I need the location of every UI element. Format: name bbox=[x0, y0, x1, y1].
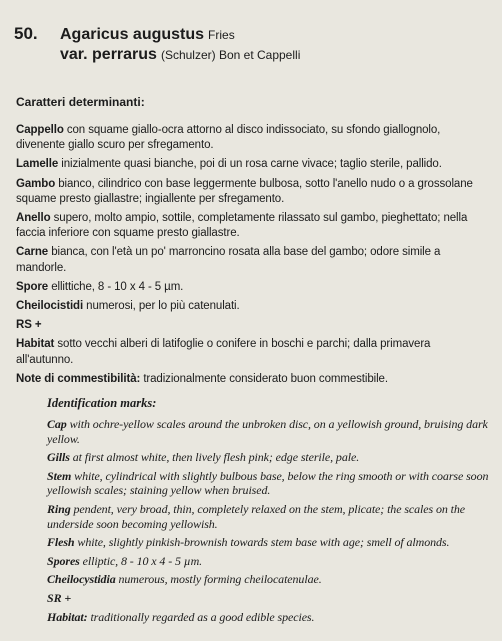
italian-term: Cappello bbox=[16, 124, 64, 136]
english-item-cheilocystidia bbox=[47, 572, 492, 587]
english-term: Flesh bbox=[47, 535, 75, 550]
italian-term: Carne bbox=[16, 246, 49, 259]
italian-item-carne bbox=[16, 245, 490, 275]
entry-number: 50. bbox=[14, 24, 38, 43]
english-term: Cheilocystidia bbox=[47, 572, 116, 587]
english-item-sr bbox=[47, 591, 492, 606]
english-item-gills bbox=[47, 450, 492, 465]
italian-item-rs bbox=[16, 318, 490, 333]
italian-item-gambo bbox=[16, 177, 490, 207]
italian-term: Lamelle bbox=[16, 158, 59, 171]
english-text: white, cylindrical with slightly bulbous base, below the ring smooth or with coarse soon yellowish scales; staining yellow when bruised. bbox=[47, 468, 489, 498]
english-text: elliptic, 8 - 10 x 4 - 5 µm. bbox=[79, 553, 203, 568]
italian-text: bianco, cilindrico con base leggermente bulbosa, sotto l'anello nudo o a grossolane squame presto giallastre; ingiallente per sfregamento. bbox=[16, 177, 473, 205]
english-term: Gills bbox=[47, 450, 70, 465]
english-text: numerous, mostly forming cheilocatenulae. bbox=[115, 572, 322, 587]
english-term: Ring bbox=[47, 501, 71, 516]
italian-text: sotto vecchi alberi di latifoglie o conifere in boschi e parchi; dalla primavera all'autunno. bbox=[16, 338, 431, 366]
italian-item-habitat bbox=[16, 337, 490, 367]
italian-term: RS + bbox=[16, 319, 42, 332]
english-term: Habitat: bbox=[47, 609, 88, 624]
italian-term: Cheilocistidi bbox=[16, 300, 84, 313]
italian-item-spore bbox=[16, 280, 490, 295]
english-text: with ochre-yellow scales around the unbroken disc, on a yellowish ground, bruising dark yellow. bbox=[47, 417, 488, 446]
italian-text: tradizionalmente considerato buon commestibile. bbox=[140, 372, 388, 385]
italian-text: supero, molto ampio, sottile, completamente rilassato sul gambo, pieghettato; nella faccia inferiore con squame presto giallastre. bbox=[16, 212, 468, 240]
italian-text: inizialmente quasi bianche, poi di un rosa carne vivace; taglio sterile, pallido. bbox=[58, 158, 442, 171]
english-term: Spores bbox=[47, 553, 80, 568]
english-item-habitat bbox=[47, 610, 492, 625]
english-text: at first almost white, then lively flesh pink; edge sterile, pale. bbox=[69, 450, 360, 465]
english-text: pendent, very broad, thin, completely relaxed on the stem, plicate; the scales on the underside soon becoming yellowish. bbox=[47, 501, 466, 531]
italian-item-lamelle bbox=[16, 157, 490, 172]
italian-term: Anello bbox=[16, 212, 51, 225]
italian-item-cappello bbox=[16, 123, 490, 153]
english-item-flesh bbox=[47, 535, 492, 550]
english-item-spores bbox=[47, 554, 492, 569]
header-row-1 bbox=[14, 24, 300, 44]
italian-item-cheilocistidi bbox=[16, 299, 490, 314]
italian-term: Spore bbox=[16, 280, 49, 293]
italian-item-anello bbox=[16, 211, 490, 241]
english-section-title: Identification marks: bbox=[47, 396, 157, 410]
italian-term: Gambo bbox=[16, 177, 56, 190]
english-item-cap bbox=[47, 417, 492, 446]
english-term: Cap bbox=[47, 417, 67, 431]
english-description bbox=[47, 396, 492, 628]
english-text: traditionally regarded as a good edible species. bbox=[87, 609, 315, 624]
english-term: SR + bbox=[47, 590, 72, 605]
italian-term: Note di commestibilità: bbox=[16, 372, 141, 385]
species-name: Agaricus augustus bbox=[60, 26, 205, 43]
italian-description bbox=[16, 95, 490, 391]
english-term: Stem bbox=[47, 468, 72, 483]
variety-name: var. perrarus bbox=[60, 46, 157, 63]
italian-text: con squame giallo-ocra attorno al disco indissociato, su sfondo giallognolo, divenente giallo scuro per sfregamento. bbox=[16, 124, 441, 152]
english-item-ring bbox=[47, 502, 492, 531]
italian-item-note bbox=[16, 372, 490, 387]
header-row-2 bbox=[60, 46, 300, 64]
italian-text: numerosi, per lo più catenulati. bbox=[83, 300, 240, 313]
italian-section-title: Caratteri determinanti: bbox=[16, 95, 145, 109]
italian-text: ellittiche, 8 - 10 x 4 - 5 µm. bbox=[48, 280, 184, 293]
english-item-stem bbox=[47, 469, 492, 498]
italian-text: bianca, con l'età un po' marroncino rosata alla base del gambo; odore simile a mandorle. bbox=[16, 246, 441, 274]
species-header bbox=[14, 24, 300, 64]
italian-term: Habitat bbox=[16, 338, 55, 351]
english-text: white, slightly pinkish-brownish towards stem base with age; smell of almonds. bbox=[74, 535, 450, 550]
species-author: Fries bbox=[208, 28, 235, 42]
variety-author: (Schulzer) Bon et Cappelli bbox=[160, 48, 301, 62]
